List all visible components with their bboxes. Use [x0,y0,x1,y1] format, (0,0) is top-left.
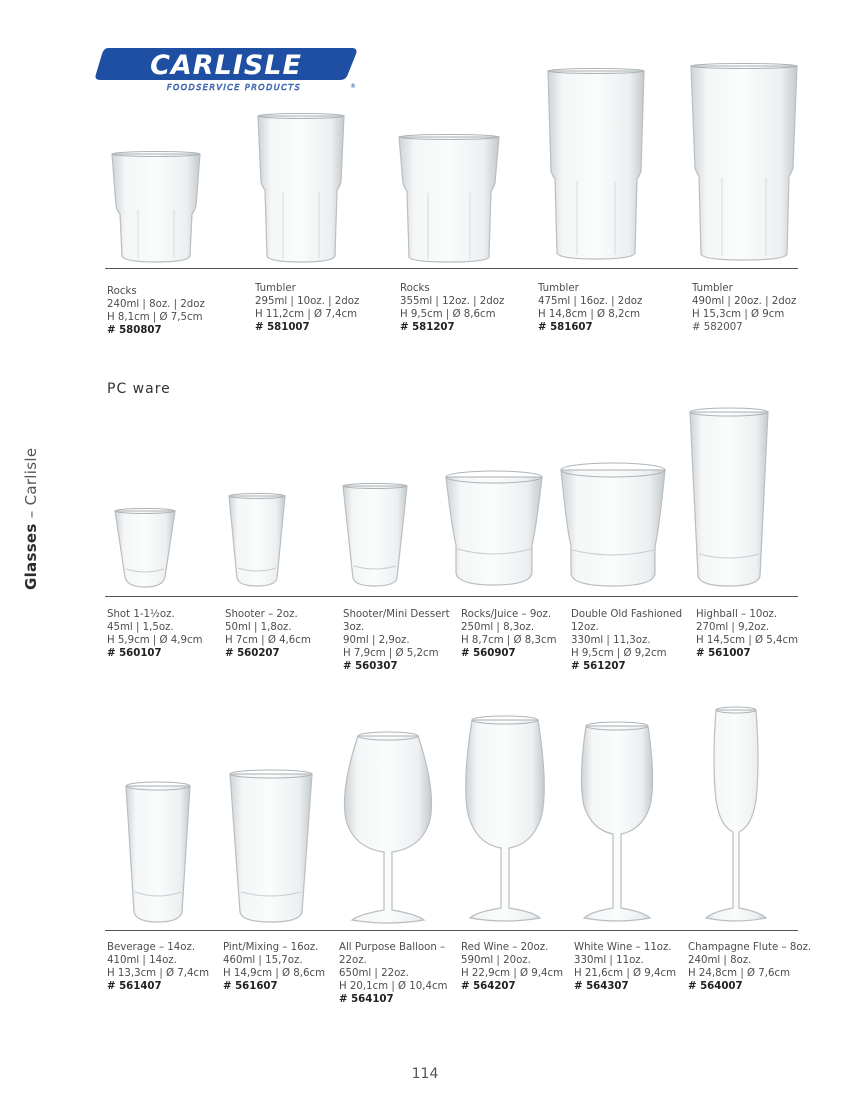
product-capacity: 330ml | 11,3oz. [571,635,651,646]
logo-wordmark: CARLISLE [150,50,302,81]
caption-row2-2 [225,608,311,660]
divider-row-3 [105,930,798,931]
product-capacity: 475ml | 16oz. | 2doz [538,296,643,307]
caption-row3-5 [574,941,676,993]
product-code: # 564207 [461,981,516,992]
caption-row1-4 [538,282,642,334]
product-code: # 581007 [255,322,310,333]
glass-rocks-580807 [108,150,204,266]
product-dimensions: H 14,9cm | Ø 8,6cm [223,968,325,979]
product-name: Champagne Flute – 8oz. [688,942,812,953]
product-capacity: 90ml | 2,9oz. [343,635,410,646]
product-dimensions: H 11,2cm | Ø 7,4cm [255,309,357,320]
product-code: # 561607 [223,981,278,992]
glass-shooter-560307 [341,482,409,590]
glass-double-old-fashioned-561207 [559,460,667,590]
product-dimensions: H 15,3cm | Ø 9cm [692,309,785,320]
product-code: # 581607 [538,322,593,333]
glass-balloon-564107 [340,730,436,926]
product-dimensions: H 7,9cm | Ø 5,2cm [343,648,439,659]
side-category-label [22,448,40,590]
glass-champagne-flute-564007 [702,704,770,926]
product-dimensions: H 14,8cm | Ø 8,2cm [538,309,640,320]
product-name: Double Old Fashioned [571,609,683,620]
product-capacity: 490ml | 20oz. | 2doz [692,296,797,307]
product-name: Pint/Mixing – 16oz. [223,942,319,953]
product-name: Tumbler [692,283,733,294]
product-name-cont: 3oz. [343,622,365,633]
product-name: Beverage – 14oz. [107,942,196,953]
caption-row1-2 [255,282,359,334]
product-dimensions: H 5,9cm | Ø 4,9cm [107,635,203,646]
divider-row-1 [105,268,798,269]
product-capacity: 650ml | 22oz. [339,968,409,979]
product-code: # 561007 [696,648,751,659]
product-dimensions: H 14,5cm | Ø 5,4cm [696,635,798,646]
product-capacity: 270ml | 9,2oz. [696,622,770,633]
glass-pint-561607 [228,768,314,926]
product-name: Red Wine – 20oz. [461,942,549,953]
product-code: # 564107 [339,994,394,1005]
product-name: Rocks [400,283,430,294]
caption-row3-4 [461,941,563,993]
side-label-separator: – [22,505,40,524]
glass-tumbler-582007 [688,62,800,264]
product-dimensions: H 7cm | Ø 4,6cm [225,635,311,646]
product-code: # 580807 [107,325,162,336]
caption-row2-4 [461,608,557,660]
logo-trademark: ® [350,83,356,90]
caption-row2-5 [571,608,682,673]
product-name: Tumbler [255,283,296,294]
product-dimensions: H 20,1cm | Ø 10,4cm [339,981,448,992]
product-name: Shooter/Mini Dessert [343,609,450,620]
product-name: Tumbler [538,283,579,294]
caption-row3-3 [339,941,447,1006]
caption-row2-6 [696,608,798,660]
product-dimensions: H 13,3cm | Ø 7,4cm [107,968,209,979]
caption-row2-3 [343,608,450,673]
product-code: # 560307 [343,661,398,672]
divider-row-2 [105,596,798,597]
caption-row2-1 [107,608,203,660]
product-dimensions: H 8,1cm | Ø 7,5cm [107,312,203,323]
product-capacity: 45ml | 1,5oz. [107,622,174,633]
product-code: # 561407 [107,981,162,992]
glass-rocks-581207 [396,133,502,266]
product-code: # 560107 [107,648,162,659]
caption-row3-1 [107,941,209,993]
glass-rocks-juice-560907 [444,469,544,589]
glass-shooter-560207 [227,492,287,590]
caption-row3-6 [688,941,811,993]
glass-red-wine-564207 [462,714,548,926]
product-name: Rocks/Juice – 9oz. [461,609,552,620]
glass-tumbler-581607 [545,67,647,264]
side-label-brand: Carlisle [22,447,40,506]
product-name: Rocks [107,286,137,297]
caption-row3-2 [223,941,325,993]
caption-row1-3 [400,282,504,334]
product-dimensions: H 21,6cm | Ø 9,4cm [574,968,676,979]
product-name: Highball – 10oz. [696,609,778,620]
product-capacity: 295ml | 10oz. | 2doz [255,296,360,307]
product-code: # 581207 [400,322,455,333]
product-capacity: 590ml | 20oz. [461,955,531,966]
product-name: All Purpose Balloon – [339,942,446,953]
product-code: # 560207 [225,648,280,659]
glass-tumbler-581007 [255,112,347,266]
product-dimensions: H 9,5cm | Ø 8,6cm [400,309,496,320]
product-code: # 564007 [688,981,743,992]
logo-tagline: FOODSERVICE PRODUCTS [166,83,302,92]
caption-row1-5 [692,282,796,334]
glass-highball-561007 [688,406,770,590]
product-code: # 582007 [692,322,743,333]
product-name-cont: 22oz. [339,955,367,966]
product-capacity: 355ml | 12oz. | 2doz [400,296,505,307]
glass-white-wine-564307 [578,720,656,926]
product-dimensions: H 8,7cm | Ø 8,3cm [461,635,557,646]
product-dimensions: H 9,5cm | Ø 9,2cm [571,648,667,659]
product-capacity: 410ml | 14oz. [107,955,177,966]
product-capacity: 460ml | 15,7oz. [223,955,303,966]
glass-shot-560107 [113,507,177,591]
glass-beverage-561407 [124,780,192,926]
product-code: # 561207 [571,661,626,672]
product-capacity: 240ml | 8oz. [688,955,752,966]
product-capacity: 240ml | 8oz. | 2doz [107,299,205,310]
caption-row1-1 [107,285,205,337]
product-dimensions: H 22,9cm | Ø 9,4cm [461,968,563,979]
product-dimensions: H 24,8cm | Ø 7,6cm [688,968,790,979]
product-capacity: 250ml | 8,3oz. [461,622,535,633]
product-capacity: 330ml | 11oz. [574,955,644,966]
section-title: PC ware [107,381,171,397]
product-code: # 564307 [574,981,629,992]
page-number: 114 [411,1066,439,1082]
product-code: # 560907 [461,648,516,659]
product-capacity: 50ml | 1,8oz. [225,622,292,633]
product-name-cont: 12oz. [571,622,599,633]
product-name: Shot 1-1½oz. [107,609,175,620]
product-name: White Wine – 11oz. [574,942,672,953]
carlisle-logo [94,46,358,92]
side-label-bold: Glasses [22,523,40,590]
product-name: Shooter – 2oz. [225,609,298,620]
